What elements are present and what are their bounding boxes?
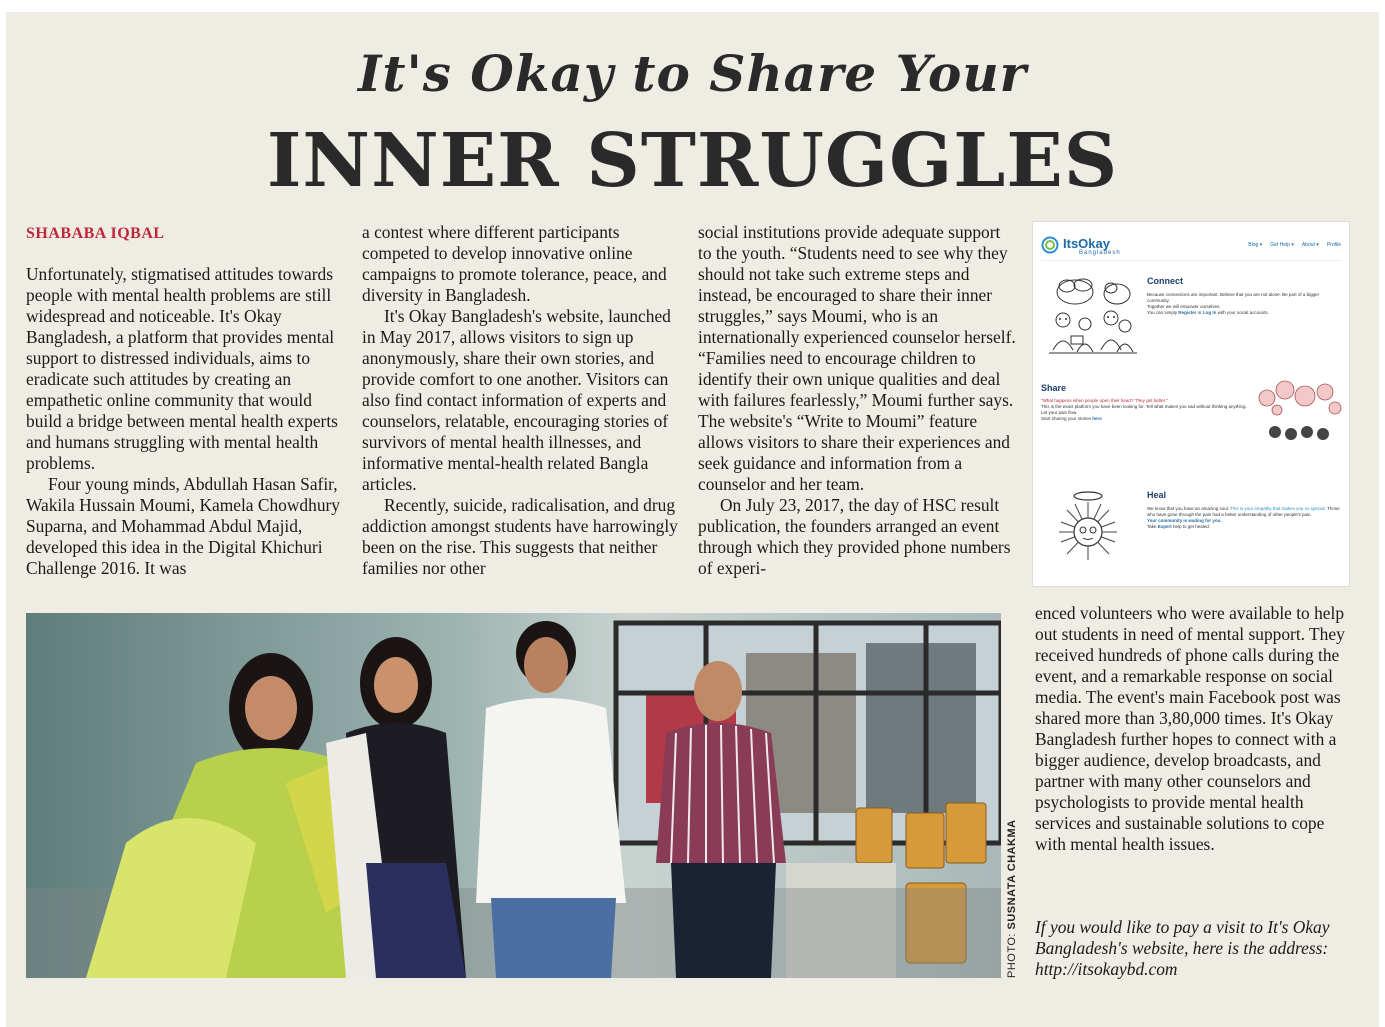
article-column-4 <box>1035 603 1353 855</box>
paragraph: enced volunteers who were available to help out students in need of mental support. They received hundreds of phone calls during the event, and a remarkable response on social media. The event's main Facebook post was shared more than 3,80,000 times. It's Okay Bangladesh further hopes to connect with a bigger audience, develop broadcasts, and partner with many other counselors and psychologists to provide mental health services and sustainable solutions to cope with mental health issues. <box>1035 603 1345 854</box>
heal-line-3-post: help to get healed. <box>1171 524 1211 529</box>
founders-photo <box>26 613 1001 978</box>
logo-icon <box>1041 236 1059 254</box>
expert-link[interactable]: Expert <box>1157 524 1172 529</box>
share-line-2: Let your pain flow. <box>1041 410 1078 415</box>
byline: SHABABA IQBAL <box>26 225 165 242</box>
site-logo-text[interactable]: ItsOkay <box>1063 236 1110 251</box>
heal-empathy-text: This is your empathy that makes you so special. <box>1230 506 1326 511</box>
paragraph: a contest where different participants competed to develop innovative online campaigns to promote tolerance, peace, and diversity in Bangladesh. <box>362 222 667 305</box>
share-line-3-pre: Start sharing your stories <box>1041 416 1093 421</box>
paragraph: On July 23, 2017, the day of HSC result publication, the founders arranged an event through which they provided phone numbers of experi- <box>698 495 1011 578</box>
connect-line-3-pre: You can simply <box>1147 310 1179 315</box>
connect-line-3-mid: or <box>1196 310 1203 315</box>
heal-heading: Heal <box>1147 490 1167 500</box>
article-column-2 <box>362 222 680 579</box>
heal-line-3 <box>1147 524 1345 530</box>
share-line-1: This is the exact platform you have been looking for. Tell what makes you sad without thinking anything. <box>1041 404 1247 409</box>
heal-line-3-pre: Take <box>1147 524 1158 529</box>
heal-illustration <box>1055 488 1121 562</box>
menu-item-get-help[interactable]: Get Help ▾ <box>1270 242 1294 248</box>
share-quote: "What happens when people open their heart? They get better." <box>1041 398 1168 403</box>
register-link[interactable]: Register <box>1178 310 1197 315</box>
heal-text <box>1147 506 1345 530</box>
menu-item-profile[interactable]: Profile <box>1326 242 1341 248</box>
heal-line-1-pre: We know that you have an amazing soul. <box>1147 506 1231 511</box>
menu-item-blog[interactable]: Blog ▾ <box>1248 242 1263 248</box>
paragraph: Recently, suicide, radicalisation, and drug addiction amongst students have harrowingly been on the rise. This suggests that neither families nor other <box>362 495 678 578</box>
site-logo-subtext: Bangladesh <box>1079 250 1121 256</box>
article-column-3 <box>698 222 1016 579</box>
heal-line-1 <box>1147 506 1345 518</box>
share-line-3 <box>1041 416 1255 422</box>
photo-credit <box>1006 819 1018 978</box>
connect-illustration <box>1047 274 1139 356</box>
site-menu <box>1248 242 1341 248</box>
paragraph: Four young minds, Abdullah Hasan Safir, Wakila Hussain Moumi, Kamela Chowdhury Suparna, and Mohammad Abdul Majid, developed this idea in the Digital Khichuri Challenge 2016. It was <box>26 474 340 578</box>
photo-credit-name: SUSNATA CHAKMA <box>1006 819 1018 930</box>
paragraph: It's Okay Bangladesh's website, launched in May 2017, allows visitors to sign up anonymously, share their own stories, and provide comfort to one another. Visitors can also find contact information of experts and counselors, relatable, encouraging stories of survivors of mental health illnesses, and informative mental-health related Bangla articles. <box>362 306 671 494</box>
connect-text <box>1147 292 1343 316</box>
share-heading: Share <box>1041 383 1067 393</box>
connect-line-2: Together we will empower ourselves. <box>1147 304 1221 309</box>
headline-line2: INNER STRUGGLES <box>266 118 1119 204</box>
closing-note: If you would like to pay a visit to It's Okay Bangladesh's website, here is the address: http://itsokaybd.com <box>1035 917 1330 979</box>
article-column-1 <box>26 264 344 579</box>
site-navbar <box>1041 234 1341 261</box>
share-text <box>1041 398 1255 422</box>
menu-item-about[interactable]: About ▾ <box>1301 242 1319 248</box>
headline-line1: It's Okay to Share Your <box>357 44 1028 103</box>
photo-credit-prefix: PHOTO: <box>1006 929 1018 978</box>
login-link[interactable]: Log In <box>1202 310 1217 315</box>
share-here-link[interactable]: here <box>1092 416 1102 421</box>
heal-line-1-post: Those who have gone through the pain had a better understanding of other people's pain. <box>1147 506 1340 517</box>
share-illustration <box>1255 380 1343 442</box>
connect-line-1: Because connections are important. Believe that you are not alone. Be part of a bigger community. <box>1147 292 1320 303</box>
connect-heading: Connect <box>1147 276 1183 286</box>
paragraph: social institutions provide adequate support to the youth. “Students need to see why they should not take such extreme steps and instead, be encouraged to share their inner struggles,” says Moumi, who is an internationally experienced counselor herself. “Families need to encourage children to identify their own unique qualities and deal with failures fearlessly,” Moumi further says. The website's “Write to Moumi” feature allows visitors to share their experiences and seek guidance and information from a counselor and her team. <box>698 222 1016 494</box>
paragraph: Unfortunately, stigmatised attitudes towards people with mental health problems are still widespread and noticeable. It's Okay Bangladesh, a platform that provides mental support to distressed individuals, aims to eradicate such attitudes by creating an empathetic online community that would build a bridge between mental health experts and humans struggling with mental health problems. <box>26 264 338 473</box>
website-screenshot <box>1033 222 1349 586</box>
connect-line-3-post: with your social accounts. <box>1216 310 1269 315</box>
heal-line-2: Your community is waiting for you. <box>1147 518 1222 523</box>
founders-photo-drawing <box>26 613 1001 978</box>
connect-line-3 <box>1147 310 1343 316</box>
